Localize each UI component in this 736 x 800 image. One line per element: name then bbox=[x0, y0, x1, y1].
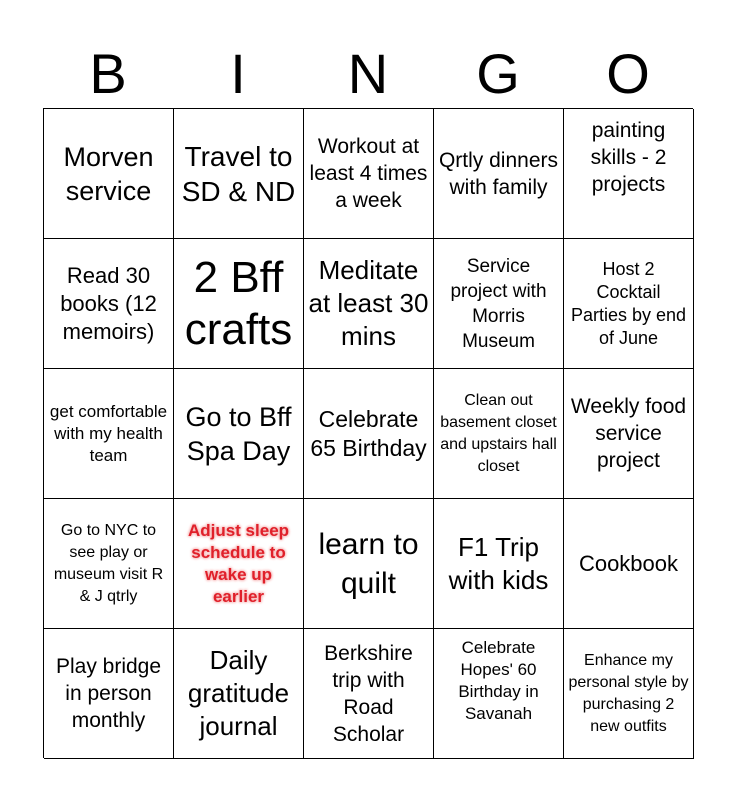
header-letter-i: I bbox=[230, 42, 246, 105]
header-letter-o: O bbox=[606, 42, 650, 105]
header-letter-n: N bbox=[347, 42, 389, 105]
cell-text: Celebrate 65 Birthday bbox=[310, 405, 427, 461]
cell-text: Travel to SD & ND bbox=[181, 140, 296, 207]
cell-text: Workout at least 4 times a week bbox=[309, 135, 428, 212]
bingo-cell[interactable] bbox=[174, 239, 304, 369]
cell-text: Qrtly dinners with family bbox=[438, 148, 559, 199]
header-letter-g: G bbox=[476, 42, 520, 105]
cell-text: Weekly food service project bbox=[570, 395, 687, 472]
bingo-cell[interactable] bbox=[434, 239, 564, 369]
bingo-cell[interactable] bbox=[174, 369, 304, 499]
bingo-cell[interactable] bbox=[174, 109, 304, 239]
bingo-cell[interactable] bbox=[564, 369, 694, 499]
cell-text: Berkshire trip with Road Scholar bbox=[324, 641, 413, 746]
bingo-cell[interactable] bbox=[434, 369, 564, 499]
cell-text: Service project with Morris Museum bbox=[450, 255, 547, 352]
bingo-cell[interactable] bbox=[44, 629, 174, 759]
cell-text: Read 30 books (12 memoirs) bbox=[60, 262, 157, 344]
bingo-cell[interactable] bbox=[564, 239, 694, 369]
cell-text: Meditate at least 30 mins bbox=[308, 255, 429, 351]
bingo-cell[interactable] bbox=[44, 499, 174, 629]
bingo-cell[interactable] bbox=[304, 239, 434, 369]
cell-text: get comfortable with my health team bbox=[49, 401, 168, 465]
cell-text: Cookbook bbox=[578, 550, 679, 576]
header-letter-b: B bbox=[89, 42, 127, 105]
cell-text: Enhance my personal style by purchasing 2 new outfits bbox=[568, 651, 689, 735]
bingo-cell[interactable] bbox=[564, 109, 694, 239]
cell-text: painting skills - 2 projects bbox=[590, 119, 667, 196]
bingo-board bbox=[43, 108, 693, 758]
cell-text: Celebrate Hopes' 60 Birthday in Savanah bbox=[458, 638, 539, 723]
cell-text: Adjust sleep schedule to wake up earlier bbox=[187, 520, 290, 606]
cell-text: Morven service bbox=[63, 141, 154, 206]
bingo-cell[interactable] bbox=[434, 629, 564, 759]
bingo-cell[interactable] bbox=[304, 499, 434, 629]
bingo-cell[interactable] bbox=[304, 369, 434, 499]
cell-text: 2 Bff crafts bbox=[184, 252, 293, 354]
cell-text: Go to Bff Spa Day bbox=[185, 401, 292, 466]
bingo-header bbox=[43, 40, 693, 108]
cell-text: Host 2 Cocktail Parties by end of June bbox=[570, 258, 687, 348]
cell-text: learn to quilt bbox=[318, 527, 419, 600]
bingo-cell[interactable] bbox=[434, 109, 564, 239]
bingo-cell[interactable] bbox=[564, 629, 694, 759]
cell-text: Go to NYC to see play or museum visit R & J qtrly bbox=[53, 521, 164, 605]
cell-text: Play bridge in person monthly bbox=[55, 655, 162, 732]
bingo-cell[interactable] bbox=[44, 369, 174, 499]
bingo-cell[interactable] bbox=[174, 499, 304, 629]
bingo-cell[interactable] bbox=[304, 109, 434, 239]
bingo-cell[interactable] bbox=[44, 109, 174, 239]
bingo-cell[interactable] bbox=[434, 499, 564, 629]
cell-text: Clean out basement closet and upstairs hall closet bbox=[440, 391, 557, 475]
bingo-cell[interactable] bbox=[564, 499, 694, 629]
cell-text: Daily gratitude journal bbox=[187, 645, 290, 741]
cell-text: F1 Trip with kids bbox=[448, 531, 549, 595]
bingo-cell[interactable] bbox=[174, 629, 304, 759]
bingo-cell[interactable] bbox=[44, 239, 174, 369]
bingo-cell[interactable] bbox=[304, 629, 434, 759]
